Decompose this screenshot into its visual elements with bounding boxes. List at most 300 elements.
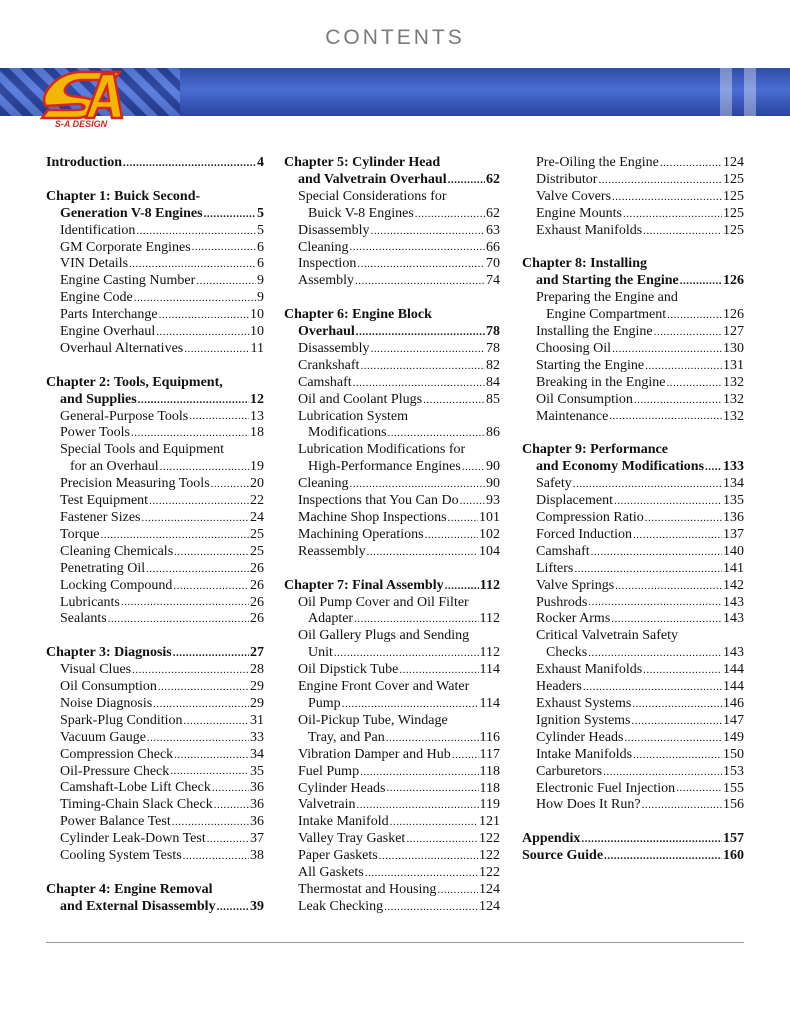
toc-entry — [284, 442, 500, 459]
toc-page-number: 155 — [723, 780, 744, 796]
toc-leader-dots — [156, 324, 249, 341]
toc-page-number: 9 — [257, 273, 264, 289]
toc-leader-dots — [448, 510, 478, 527]
toc-leader-dots — [598, 172, 722, 189]
toc-entry-title: Special Tools and Equipment — [60, 442, 225, 458]
toc-leader-dots — [183, 848, 249, 865]
toc-entry — [522, 324, 744, 341]
toc-leader-dots — [131, 425, 249, 442]
toc-entry-title: Choosing Oil — [536, 340, 612, 356]
toc-spacer — [46, 865, 264, 882]
toc-leader-dots — [192, 240, 256, 257]
toc-entry — [522, 476, 744, 493]
toc-page-number: 112 — [479, 611, 500, 627]
toc-page-number: 29 — [250, 695, 264, 711]
toc-entry-title: and External Disassembly — [60, 898, 216, 914]
toc-spacer — [522, 425, 744, 442]
toc-entry — [522, 696, 744, 713]
toc-page-number: 36 — [250, 780, 264, 796]
toc-entry-title: Oil Consumption — [536, 391, 633, 407]
toc-page-number: 137 — [723, 526, 744, 542]
toc-entry — [46, 679, 264, 696]
toc-column-2 — [284, 155, 500, 916]
toc-leader-dots — [612, 341, 722, 358]
toc-entry-title: Machining Operations — [298, 526, 424, 542]
toc-leader-dots — [153, 696, 249, 713]
toc-entry-title: Exhaust Manifolds — [536, 662, 643, 678]
toc-entry — [284, 747, 500, 764]
toc-entry-title: Engine Compartment — [546, 307, 667, 323]
toc-entry-title: Maintenance — [536, 408, 609, 424]
toc-leader-dots — [633, 527, 722, 544]
toc-entry — [284, 797, 500, 814]
toc-page-number: 26 — [250, 594, 264, 610]
toc-entry-title: Visual Clues — [60, 662, 132, 678]
toc-spacer — [522, 240, 744, 257]
toc-chapter-entry — [284, 578, 500, 595]
toc-page-number: 130 — [723, 340, 744, 356]
toc-entry — [284, 493, 500, 510]
toc-chapter-entry — [522, 831, 744, 848]
toc-entry-title: Critical Valvetrain Safety — [536, 628, 679, 644]
toc-page-number: 160 — [723, 848, 744, 864]
toc-entry-title: and Economy Modifications — [536, 459, 705, 475]
toc-entry — [522, 172, 744, 189]
toc-entry — [46, 425, 264, 442]
toc-page-number: 74 — [486, 273, 500, 289]
toc-leader-dots — [632, 713, 722, 730]
toc-entry — [522, 764, 744, 781]
toc-entry — [46, 256, 264, 273]
toc-entry — [46, 223, 264, 240]
toc-page-number: 10 — [250, 324, 264, 340]
toc-leader-dots — [574, 561, 722, 578]
toc-entry — [522, 189, 744, 206]
toc-page-number: 119 — [479, 797, 500, 813]
toc-page-number: 35 — [250, 763, 264, 779]
toc-entry-title: Cleaning — [298, 476, 349, 492]
toc-entry-title: Oil-Pressure Check — [60, 763, 170, 779]
toc-leader-dots — [350, 240, 485, 257]
toc-entry — [46, 307, 264, 324]
toc-entry — [522, 206, 744, 223]
toc-entry-title: Carburetors — [536, 763, 603, 779]
toc-leader-dots — [603, 764, 722, 781]
toc-entry-title: How Does It Run? — [536, 797, 641, 813]
toc-leader-dots — [615, 578, 722, 595]
toc-leader-dots — [399, 662, 478, 679]
toc-entry-title: Precision Measuring Tools — [60, 476, 210, 492]
toc-entry — [522, 527, 744, 544]
toc-entry — [284, 425, 500, 442]
toc-leader-dots — [406, 831, 478, 848]
toc-leader-dots — [146, 561, 249, 578]
toc-entry — [522, 155, 744, 172]
toc-entry — [284, 527, 500, 544]
toc-page-number: 25 — [250, 543, 264, 559]
toc-entry — [46, 595, 264, 612]
toc-entry — [522, 645, 744, 662]
toc-entry — [46, 797, 264, 814]
toc-entry — [284, 476, 500, 493]
toc-entry-title: Engine Overhaul — [60, 324, 156, 340]
toc-page-number: 12 — [250, 391, 264, 407]
toc-entry — [46, 578, 264, 595]
toc-entry — [46, 764, 264, 781]
toc-page-number: 125 — [723, 205, 744, 221]
toc-entry-title: Starting the Engine — [536, 357, 645, 373]
toc-entry-title: Chapter 1: Buick Second- — [46, 188, 201, 204]
toc-leader-dots — [136, 223, 256, 240]
toc-page-number: 133 — [723, 459, 744, 475]
toc-entry-title: Overhaul Alternatives — [60, 340, 184, 356]
toc-chapter-entry — [46, 899, 264, 916]
toc-entry-title: Engine Code — [60, 290, 133, 306]
toc-entry-title: Cylinder Heads — [536, 729, 624, 745]
toc-page-number: 10 — [250, 307, 264, 323]
toc-entry-title: All Gaskets — [298, 865, 364, 881]
toc-page-number: 122 — [479, 865, 500, 881]
toc-page-number: 143 — [723, 594, 744, 610]
toc-entry — [522, 493, 744, 510]
toc-entry-title: Paper Gaskets — [298, 848, 378, 864]
toc-entry-title: Machine Shop Inspections — [298, 510, 447, 526]
toc-entry — [284, 595, 500, 612]
toc-chapter-entry — [522, 848, 744, 865]
toc-page-number: 114 — [479, 662, 500, 678]
toc-page-number: 156 — [723, 797, 744, 813]
toc-page-number: 19 — [250, 459, 264, 475]
toc-entry — [46, 442, 264, 459]
toc-leader-dots — [184, 341, 249, 358]
toc-spacer — [46, 172, 264, 189]
toc-entry-title: Power Tools — [60, 425, 130, 441]
toc-page-number: 124 — [479, 881, 500, 897]
toc-entry-title: Cooling System Tests — [60, 848, 182, 864]
toc-leader-dots — [642, 797, 722, 814]
toc-leader-dots — [611, 611, 722, 628]
toc-entry-title: Exhaust Systems — [536, 695, 632, 711]
toc-entry — [46, 493, 264, 510]
toc-entry-title: Oil Pump Cover and Oil Filter — [298, 594, 469, 610]
toc-entry — [522, 713, 744, 730]
toc-entry-title: Intake Manifold — [298, 814, 389, 830]
toc-page-number: 27 — [250, 645, 264, 661]
toc-leader-dots — [654, 324, 722, 341]
toc-page-number: 136 — [723, 510, 744, 525]
toc-leader-dots — [634, 392, 722, 409]
toc-leader-dots — [141, 510, 249, 527]
toc-entry-title: Source Guide — [522, 848, 604, 864]
toc-entry — [522, 747, 744, 764]
toc-leader-dots — [680, 273, 722, 290]
toc-leader-dots — [214, 797, 249, 814]
toc-entry — [522, 358, 744, 375]
toc-leader-dots — [386, 781, 478, 798]
toc-chapter-entry — [46, 882, 264, 899]
toc-leader-dots — [632, 696, 722, 713]
toc-entry-title: Identification — [60, 222, 136, 238]
toc-leader-dots — [614, 493, 722, 510]
toc-page-number: 93 — [486, 493, 500, 509]
toc-page-number: 4 — [257, 155, 264, 170]
toc-leader-dots — [609, 409, 722, 426]
toc-entry — [284, 882, 500, 899]
toc-entry — [284, 223, 500, 240]
toc-entry — [284, 713, 500, 730]
toc-page-number: 157 — [723, 831, 744, 847]
toc-entry-title: Locking Compound — [60, 577, 173, 593]
toc-entry — [284, 256, 500, 273]
toc-leader-dots — [355, 273, 485, 290]
toc-leader-dots — [390, 814, 478, 831]
toc-leader-dots — [604, 848, 722, 865]
toc-entry-title: Preparing the Engine and — [536, 290, 678, 306]
toc-chapter-entry — [284, 172, 500, 189]
toc-entry — [284, 848, 500, 865]
toc-page-number: 36 — [250, 797, 264, 813]
toc-entry-title: Pushrods — [536, 594, 588, 610]
toc-leader-dots — [138, 392, 249, 409]
toc-entry — [46, 273, 264, 290]
toc-entry-title: Fastener Sizes — [60, 510, 141, 525]
toc-entry — [46, 848, 264, 865]
toc-entry — [522, 223, 744, 240]
toc-page-number: 134 — [723, 476, 744, 492]
toc-chapter-entry — [46, 155, 264, 172]
toc-entry-title: Timing-Chain Slack Check — [60, 797, 213, 813]
toc-entry — [46, 510, 264, 527]
toc-entry-title: VIN Details — [60, 256, 129, 272]
toc-entry-title: Sealants — [60, 611, 107, 627]
toc-page-number: 5 — [257, 205, 264, 221]
toc-page-number: 144 — [723, 679, 744, 695]
toc-page-number: 144 — [723, 662, 744, 678]
toc-entry-title: Unit — [308, 645, 333, 661]
toc-entry-title: Cleaning Chemicals — [60, 543, 174, 559]
toc-entry — [284, 662, 500, 679]
toc-page-number: 34 — [250, 746, 264, 762]
toc-leader-dots — [462, 459, 485, 476]
toc-entry-title: Appendix — [522, 831, 581, 847]
toc-entry-title: Pump — [308, 695, 341, 711]
toc-entry-title: Parts Interchange — [60, 307, 158, 323]
toc-leader-dots — [645, 510, 722, 527]
toc-entry-title: Exhaust Manifolds — [536, 222, 643, 238]
toc-spacer — [46, 358, 264, 375]
toc-entry — [284, 781, 500, 798]
toc-leader-dots — [437, 882, 478, 899]
toc-leader-dots — [591, 544, 722, 561]
toc-chapter-entry — [46, 645, 264, 662]
toc-leader-dots — [667, 307, 722, 324]
toc-entry — [46, 831, 264, 848]
toc-entry-title: Compression Check — [60, 746, 174, 762]
toc-entry — [522, 561, 744, 578]
toc-entry — [284, 611, 500, 628]
toc-entry-title: Oil and Coolant Plugs — [298, 391, 423, 407]
toc-chapter-entry — [46, 189, 264, 206]
toc-leader-dots — [204, 206, 256, 223]
toc-page-number: 122 — [479, 848, 500, 864]
toc-entry-title: Oil-Pickup Tube, Windage — [298, 712, 448, 728]
toc-entry — [522, 730, 744, 747]
toc-leader-dots — [365, 865, 478, 882]
toc-leader-dots — [588, 595, 722, 612]
toc-entry — [284, 510, 500, 527]
toc-leader-dots — [666, 375, 722, 392]
toc-page-number: 28 — [250, 662, 264, 678]
toc-leader-dots — [705, 459, 722, 476]
toc-page-number: 102 — [479, 526, 500, 542]
toc-page-number: 36 — [250, 814, 264, 830]
toc-entry-title: Tray, and Pan — [308, 729, 385, 745]
toc-leader-dots — [196, 273, 256, 290]
toc-entry — [46, 527, 264, 544]
toc-entry-title: Engine Mounts — [536, 205, 622, 221]
toc-entry-title: Spark-Plug Condition — [60, 712, 183, 728]
toc-leader-dots — [207, 831, 249, 848]
toc-leader-dots — [624, 730, 722, 747]
toc-page-number: 104 — [479, 543, 500, 559]
toc-page-number: 84 — [486, 374, 500, 390]
toc-entry — [46, 409, 264, 426]
toc-entry — [46, 696, 264, 713]
toc-entry — [522, 781, 744, 798]
toc-entry-title: Fuel Pump — [298, 763, 360, 779]
toc-chapter-entry — [46, 206, 264, 223]
toc-page-number: 116 — [479, 729, 500, 745]
toc-leader-dots — [423, 392, 485, 409]
toc-entry — [284, 358, 500, 375]
toc-page-number: 38 — [250, 848, 264, 864]
toc-entry-title: Torque — [60, 526, 100, 542]
toc-leader-dots — [573, 476, 722, 493]
toc-entry — [522, 375, 744, 392]
toc-leader-dots — [588, 645, 722, 662]
toc-leader-dots — [147, 730, 249, 747]
toc-entry — [284, 459, 500, 476]
toc-leader-dots — [415, 206, 485, 223]
toc-page-number: 132 — [723, 408, 744, 424]
toc-leader-dots — [174, 544, 249, 561]
toc-entry — [284, 341, 500, 358]
toc-entry — [46, 561, 264, 578]
toc-entry-title: Camshaft — [298, 374, 352, 390]
toc-column-1 — [46, 155, 264, 916]
toc-page-number: 29 — [250, 679, 264, 695]
toc-entry-title: Rocker Arms — [536, 611, 611, 627]
toc-page-number: 5 — [257, 222, 264, 238]
toc-page-number: 143 — [723, 611, 744, 627]
toc-entry-title: Adapter — [308, 611, 354, 627]
toc-page-number: 146 — [723, 695, 744, 711]
toc-chapter-entry — [46, 375, 264, 392]
toc-entry — [284, 645, 500, 662]
toc-page-number: 114 — [479, 695, 500, 711]
toc-leader-dots — [334, 645, 479, 662]
toc-leader-dots — [108, 611, 249, 628]
toc-chapter-entry — [284, 324, 500, 341]
toc-entry-title: Valve Springs — [536, 577, 615, 593]
toc-page-number: 126 — [723, 273, 744, 289]
toc-entry — [46, 240, 264, 257]
toc-entry-title: Safety — [536, 476, 572, 492]
toc-leader-dots — [371, 223, 485, 240]
toc-entry-title: Oil Dipstick Tube — [298, 662, 399, 678]
toc-leader-dots — [217, 899, 249, 916]
toc-leader-dots — [452, 747, 479, 764]
toc-entry — [284, 865, 500, 882]
toc-entry — [522, 797, 744, 814]
toc-entry-title: Chapter 8: Installing — [522, 256, 647, 272]
toc-leader-dots — [189, 409, 249, 426]
toc-entry — [522, 544, 744, 561]
toc-entry-title: Chapter 3: Diagnosis — [46, 645, 172, 661]
toc-entry — [46, 730, 264, 747]
toc-leader-dots — [149, 493, 249, 510]
toc-page-number: 9 — [257, 290, 264, 306]
toc-leader-dots — [129, 256, 256, 273]
toc-entry-title: and Starting the Engine — [536, 273, 679, 289]
toc-entry-title: Displacement — [536, 493, 613, 509]
toc-entry — [284, 679, 500, 696]
toc-entry — [284, 696, 500, 713]
toc-page-number: 142 — [723, 577, 744, 593]
toc-entry — [522, 628, 744, 645]
toc-entry — [284, 409, 500, 426]
toc-entry-title: Lubrication System — [298, 408, 409, 424]
toc-entry-title: Cylinder Heads — [298, 780, 386, 796]
toc-page-number: 37 — [250, 831, 264, 847]
toc-entry — [46, 341, 264, 358]
toc-page-number: 147 — [723, 712, 744, 728]
toc-entry-title: Camshaft-Lobe Lift Check — [60, 780, 211, 796]
toc-entry-title: Electronic Fuel Injection — [536, 780, 676, 796]
toc-entry-title: Reassembly — [298, 543, 366, 559]
toc-chapter-entry — [522, 273, 744, 290]
toc-entry-title: Modifications — [308, 425, 387, 441]
toc-leader-dots — [460, 493, 485, 510]
toc-leader-dots — [643, 223, 722, 240]
toc-entry-title: Distributor — [536, 171, 598, 187]
toc-page-number: 86 — [486, 425, 500, 441]
toc-entry-title: Compression Ratio — [536, 510, 644, 525]
toc-leader-dots — [184, 713, 249, 730]
toc-page-number: 125 — [723, 171, 744, 187]
toc-page-number: 6 — [257, 256, 264, 272]
toc-page-number: 78 — [486, 324, 500, 340]
toc-entry-title: Chapter 5: Cylinder Head — [284, 155, 441, 170]
toc-entry-title: Thermostat and Housing — [298, 881, 437, 897]
toc-entry — [522, 307, 744, 324]
toc-entry-title: Chapter 9: Performance — [522, 442, 668, 458]
toc-entry — [284, 189, 500, 206]
toc-entry-title: Penetrating Oil — [60, 560, 146, 576]
toc-entry-title: Inspection — [298, 256, 357, 272]
toc-entry-title: Chapter 4: Engine Removal — [46, 881, 213, 897]
toc-page-number: 90 — [486, 459, 500, 475]
toc-entry — [46, 662, 264, 679]
toc-leader-dots — [173, 578, 249, 595]
toc-entry-title: Vibration Damper and Hub — [298, 746, 451, 762]
toc-entry-title: Inspections that You Can Do — [298, 493, 459, 509]
toc-entry-title: Engine Front Cover and Water — [298, 679, 470, 695]
toc-entry-title: Power Balance Test — [60, 814, 171, 830]
toc-entry — [46, 780, 264, 797]
toc-page-number: 18 — [250, 425, 264, 441]
toc-leader-dots — [360, 764, 478, 781]
